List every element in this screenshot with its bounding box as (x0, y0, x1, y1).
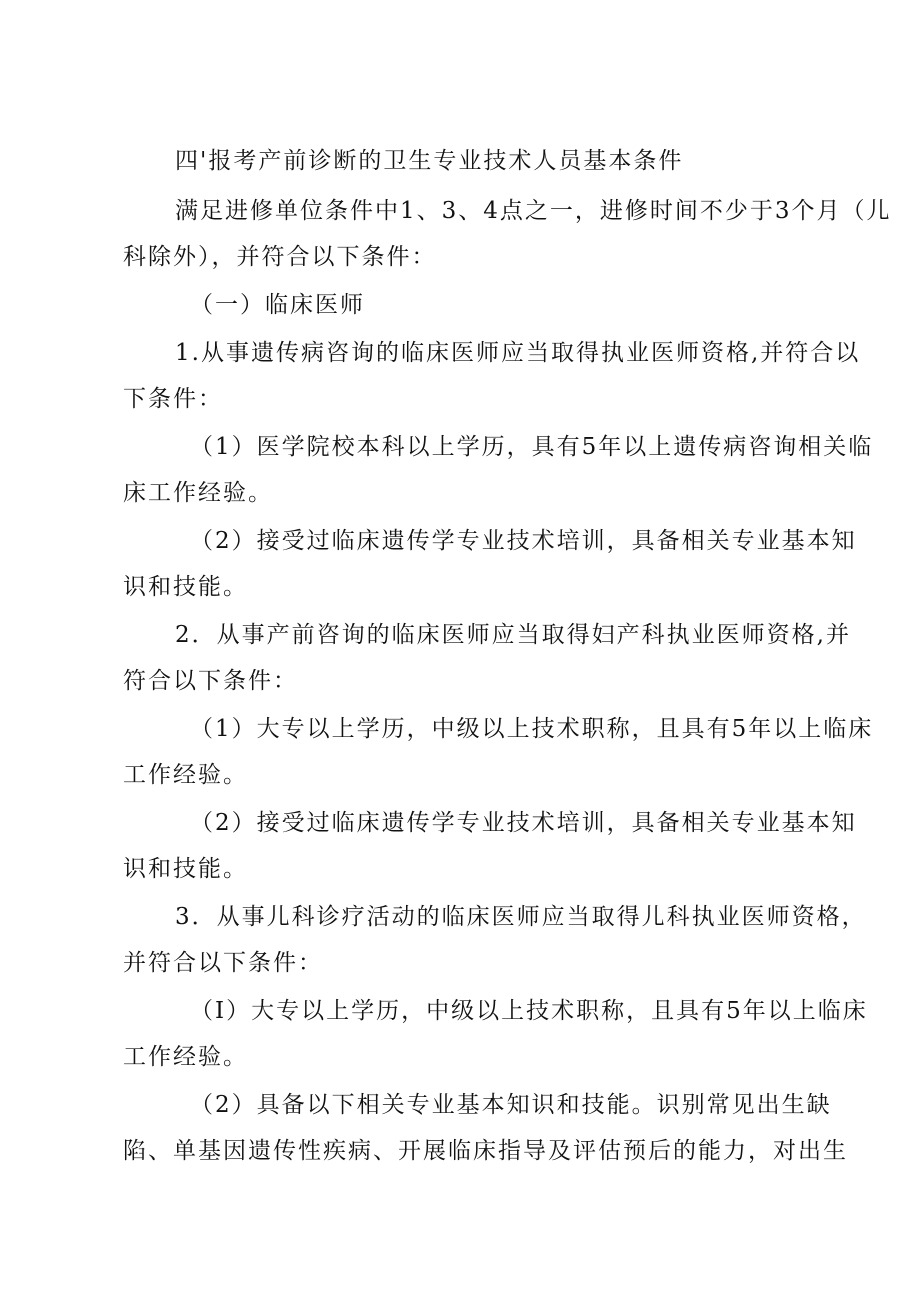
paragraph-line: （2）具备以下相关专业基本知识和技能。识别常见出生缺 (190, 1092, 832, 1118)
paragraph-line: 符合以下条件： (123, 668, 298, 694)
paragraph-line: （1）医学院校本科以上学历，具有5年以上遗传病咨询相关临 (190, 434, 874, 460)
paragraph-line: 1.从事遗传病咨询的临床医师应当取得执业医师资格,并符合以 (175, 340, 861, 366)
paragraph-line: 工作经验。 (123, 762, 248, 788)
paragraph-line: 并符合以下条件： (123, 950, 323, 976)
paragraph-line: 识和技能。 (123, 574, 248, 600)
paragraph-line: 满足进修单位条件中1、3、4点之一，进修时间不少于3个月（儿 (175, 198, 892, 224)
paragraph-line: （2）接受过临床遗传学专业技术培训，具备相关专业基本知 (190, 528, 857, 554)
paragraph-line: （I）大专以上学历，中级以上技术职称，且具有5年以上临床 (190, 998, 868, 1024)
paragraph-line: 科除外），并符合以下条件： (123, 244, 437, 270)
paragraph-line: 工作经验。 (123, 1044, 248, 1070)
subsection-heading: （一）临床医师 (190, 292, 365, 318)
section-heading: 四'报考产前诊断的卫生专业技术人员基本条件 (175, 148, 684, 174)
paragraph-line: （2）接受过临床遗传学专业技术培训，具备相关专业基本知 (190, 810, 857, 836)
paragraph-line: 2．从事产前咨询的临床医师应当取得妇产科执业医师资格,并 (175, 622, 851, 648)
paragraph-line: 3．从事儿科诊疗活动的临床医师应当取得儿科执业医师资格， (175, 904, 867, 930)
paragraph-line: 床工作经验。 (123, 480, 273, 506)
paragraph-line: （1）大专以上学历，中级以上技术职称，且具有5年以上临床 (190, 716, 874, 742)
paragraph-line: 识和技能。 (123, 856, 248, 882)
paragraph-line: 下条件： (123, 386, 223, 412)
paragraph-line: 陷、单基因遗传性疾病、开展临床指导及评估预后的能力，对出生 (123, 1138, 848, 1164)
